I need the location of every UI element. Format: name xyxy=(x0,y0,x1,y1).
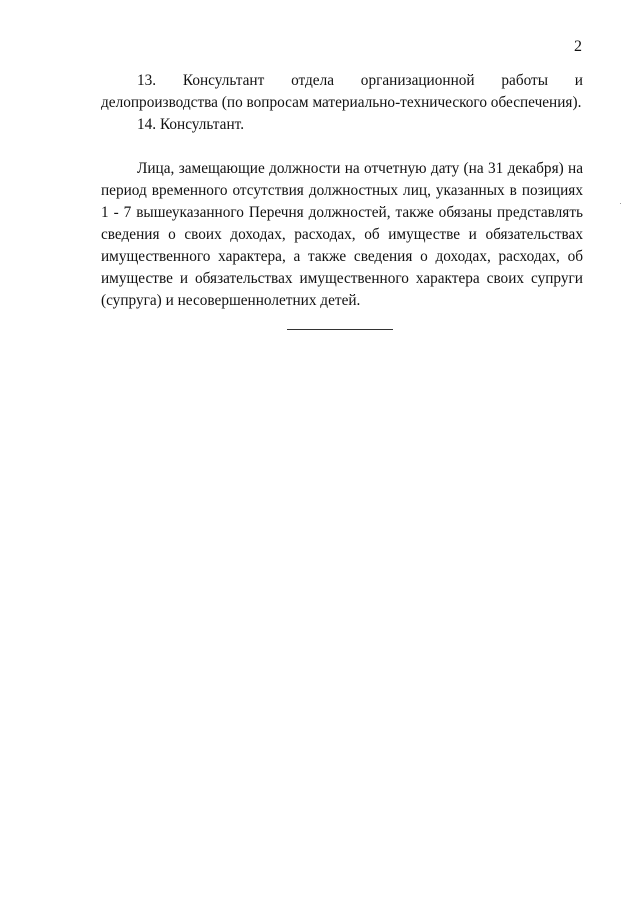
document-body xyxy=(101,70,583,312)
list-item-13: 13. Консультант отдела организационной работы и делопроизводства (по вопросам материально-технического обеспечения). xyxy=(101,72,583,111)
page-number: 2 xyxy=(574,38,582,55)
list-item-14: 14. Консультант. xyxy=(137,116,245,133)
scan-speck xyxy=(620,203,621,204)
paragraph-gap xyxy=(101,136,583,158)
disclosure-paragraph: Лица, замещающие должности на отчетную дату (на 31 декабря) на период временного отсутствия должностных лиц, указанных в позициях 1 - 7 вышеуказанного Перечня должностей, также обязаны представлять сведения о своих доходах, расходах, об имуществе и обязательствах имущественного характера, а также сведения о доходах, расходах, об имуществе и обязательствах имущественного характера своих супруги (супруга) и несовершеннолетних детей. xyxy=(101,160,583,309)
end-separator-line xyxy=(287,329,393,330)
